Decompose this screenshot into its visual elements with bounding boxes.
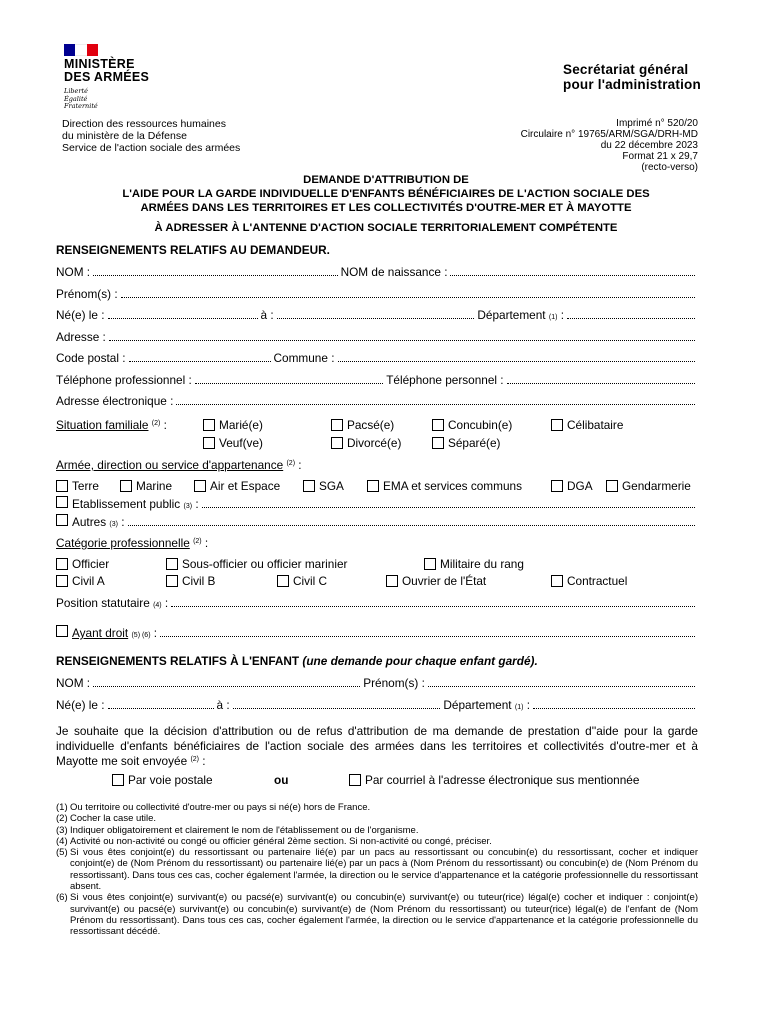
option-label: Civil A bbox=[72, 574, 105, 588]
field-ayant-droit[interactable] bbox=[160, 628, 695, 637]
option-label: Divorcé(e) bbox=[347, 436, 402, 450]
ministry-logo bbox=[64, 58, 149, 111]
option-militaire-rang[interactable] bbox=[424, 557, 524, 571]
row-email bbox=[56, 394, 698, 410]
field-position[interactable] bbox=[171, 598, 695, 607]
field-lieu[interactable] bbox=[277, 310, 475, 319]
option-label: Pacsé(e) bbox=[347, 418, 395, 432]
checkbox[interactable] bbox=[203, 419, 215, 431]
option-courriel[interactable] bbox=[349, 773, 639, 787]
checkbox[interactable] bbox=[120, 480, 132, 492]
row-adresse bbox=[56, 330, 698, 346]
field-email[interactable] bbox=[176, 396, 695, 405]
option-veuf[interactable] bbox=[203, 436, 263, 450]
footnote-number: (2) bbox=[56, 813, 68, 825]
footnote-text: Ou territoire ou collectivité d'outre-mer ou pays si né(e) hors de France. bbox=[70, 802, 371, 813]
armee-label: Armée, direction ou service d'appartenance $^{(2)}$ : bbox=[56, 458, 302, 472]
checkbox[interactable] bbox=[331, 419, 343, 431]
dept-line: Service de l'action sociale des armées bbox=[62, 142, 241, 154]
checkbox[interactable] bbox=[432, 419, 444, 431]
field-commune[interactable] bbox=[338, 353, 696, 362]
decision-paragraph bbox=[56, 724, 698, 769]
footnote-ref: (2) bbox=[151, 420, 161, 427]
field-enfant-nom[interactable] bbox=[93, 678, 360, 687]
checkbox[interactable] bbox=[349, 774, 361, 786]
option-officier[interactable] bbox=[56, 557, 109, 571]
dept-line: du ministère de la Défense bbox=[62, 130, 187, 142]
field-enfant-prenoms[interactable] bbox=[428, 678, 695, 687]
title-line: DEMANDE D'ATTRIBUTION DE bbox=[303, 174, 469, 186]
row-enfant-nom bbox=[56, 676, 698, 692]
option-label: Terre bbox=[72, 479, 99, 493]
option-label: DGA bbox=[567, 479, 593, 493]
checkbox[interactable] bbox=[112, 774, 124, 786]
categorie-label: Catégorie professionnelle $^{(2)}$ : bbox=[56, 536, 209, 550]
label-enfant-prenoms: Prénom(s) : bbox=[363, 676, 425, 690]
checkbox[interactable] bbox=[551, 419, 563, 431]
field-enfant-departement[interactable] bbox=[533, 700, 695, 709]
option-concubin[interactable] bbox=[432, 418, 512, 432]
footnote-text: Si vous êtes conjoint(e) du ressortissant ou partenaire lié(e) par un pacs au ressortissant ou concubin(e) du ressortissant, cocher et indiquer conjoint(e) de (Nom Prénom du ressortissant) ou partenaire lié(e) par un pacs à (Nom Prénom du ressortissant) ou concubin(e) de (Nom Prénom du ressortissant). Dans tous ces cas, cocher également l'armée, la direction ou le service d'appartenance et la catégorie professionnelle du ressortissant absent. bbox=[70, 847, 698, 893]
row-code-postal bbox=[56, 351, 698, 367]
ministry-line1: MINISTÈRE bbox=[64, 57, 135, 71]
label-ne-le: Né(e) le : bbox=[56, 308, 105, 322]
ref-line: Format 21 x 29,7 bbox=[622, 151, 698, 162]
label-tel-pro: Téléphone professionnel : bbox=[56, 372, 192, 387]
label-nom: NOM : bbox=[56, 265, 91, 279]
footnote-number: (5) bbox=[56, 847, 68, 859]
department-block bbox=[62, 118, 240, 154]
field-tel-pro[interactable] bbox=[195, 375, 383, 384]
option-civil-a[interactable] bbox=[56, 574, 105, 588]
field-prenoms[interactable] bbox=[121, 289, 695, 298]
checkbox[interactable] bbox=[606, 480, 618, 492]
row-autres: Autres (3) : bbox=[56, 514, 698, 530]
checkbox[interactable] bbox=[367, 480, 379, 492]
motto-egalite: Égalité bbox=[64, 94, 88, 103]
demandeur-fields bbox=[56, 265, 698, 410]
checkbox[interactable] bbox=[551, 480, 563, 492]
label-email: Adresse électronique : bbox=[56, 394, 174, 408]
field-nom[interactable] bbox=[93, 267, 338, 276]
label-position: Position statutaire bbox=[56, 596, 150, 610]
label-situation: Situation familiale bbox=[56, 418, 149, 432]
enfant-fields bbox=[56, 676, 698, 714]
footnote-number: (6) bbox=[56, 892, 68, 904]
checkbox[interactable] bbox=[432, 437, 444, 449]
form-reference bbox=[521, 118, 698, 173]
option-label: Civil C bbox=[293, 574, 328, 588]
footnote-text: Indiquer obligatoirement et clairement le nom de l'établissement ou de l'organisme. bbox=[70, 824, 419, 836]
label-enfant-a: à : bbox=[216, 697, 230, 712]
option-label: Contractuel bbox=[567, 574, 628, 588]
ref-line: (recto-verso) bbox=[641, 162, 698, 173]
footnote-number: (3) bbox=[56, 824, 68, 836]
label-etab-public: Etablissement public bbox=[72, 497, 181, 511]
checkbox[interactable] bbox=[203, 437, 215, 449]
option-sga[interactable] bbox=[303, 479, 344, 493]
label-adresse: Adresse : bbox=[56, 329, 106, 344]
option-label: Concubin(e) bbox=[448, 418, 513, 432]
option-label: Séparé(e) bbox=[448, 436, 501, 450]
checkbox[interactable] bbox=[56, 496, 68, 508]
option-contractuel[interactable] bbox=[551, 574, 627, 588]
row-position: Position statutaire (4) : bbox=[56, 596, 698, 612]
checkbox[interactable] bbox=[551, 575, 563, 587]
footnote bbox=[56, 847, 698, 892]
option-pacse[interactable] bbox=[331, 418, 394, 432]
option-label: Par voie postale bbox=[128, 773, 213, 787]
row-nom bbox=[56, 265, 698, 281]
footnote-ref: (2) bbox=[190, 756, 199, 763]
option-sous-officier[interactable] bbox=[166, 557, 347, 571]
field-adresse[interactable] bbox=[109, 332, 695, 341]
checkbox[interactable] bbox=[56, 480, 68, 492]
row-etab-public: Etablissement public (3) : bbox=[56, 496, 698, 512]
footnote-ref: (2) bbox=[193, 538, 202, 545]
checkbox[interactable] bbox=[303, 480, 315, 492]
sg-line1: Secrétariat général bbox=[563, 62, 689, 77]
field-ne-le[interactable] bbox=[108, 310, 258, 319]
ref-line: du 22 décembre 2023 bbox=[600, 140, 698, 151]
option-civil-c[interactable] bbox=[277, 574, 327, 588]
form-title bbox=[56, 173, 716, 235]
checkbox[interactable] bbox=[277, 575, 289, 587]
option-ema[interactable] bbox=[367, 479, 522, 493]
row-prenoms bbox=[56, 287, 698, 303]
or-separator: ou bbox=[274, 773, 289, 787]
footnote bbox=[56, 825, 698, 836]
row-ayant-droit: Ayant droit (5) (6) : bbox=[56, 625, 698, 641]
option-label: SGA bbox=[319, 479, 344, 493]
ref-line: Circulaire n° 19765/ARM/SGA/DRH-MD bbox=[520, 129, 698, 140]
footnote bbox=[56, 892, 698, 937]
field-tel-perso[interactable] bbox=[507, 375, 695, 384]
title-line: L'AIDE POUR LA GARDE INDIVIDUELLE D'ENFANTS BÉNÉFICIAIRES DE L'ACTION SOCIALE DES bbox=[122, 188, 650, 200]
motto-liberte: Liberté bbox=[64, 87, 88, 95]
option-label: Par courriel à l'adresse électronique sus mentionnée bbox=[365, 773, 640, 787]
checkbox[interactable] bbox=[166, 575, 178, 587]
checkbox[interactable] bbox=[56, 558, 68, 570]
checkbox[interactable] bbox=[424, 558, 436, 570]
option-marie[interactable] bbox=[203, 418, 263, 432]
option-label: Célibataire bbox=[567, 418, 624, 432]
field-etab-public[interactable] bbox=[202, 499, 695, 508]
footnote-text: Activité ou non-activité ou congé ou officier général 2ème section. Si non-activité ou congé, préciser. bbox=[70, 835, 492, 847]
field-nom-naissance[interactable] bbox=[450, 267, 695, 276]
label-colon: : bbox=[560, 308, 564, 322]
enfant-heading: RENSEIGNEMENTS RELATIFS À L'ENFANT bbox=[56, 654, 300, 668]
checkbox[interactable] bbox=[194, 480, 206, 492]
ref-line: Imprimé n° 520/20 bbox=[616, 118, 698, 129]
field-enfant-lieu[interactable] bbox=[233, 700, 441, 709]
option-label: Air et Espace bbox=[210, 479, 281, 493]
option-label: Ouvrier de l'État bbox=[402, 574, 487, 588]
motto-fraternite: Fraternité bbox=[64, 102, 98, 110]
field-departement[interactable] bbox=[567, 310, 695, 319]
section-demandeur-heading: RENSEIGNEMENTS RELATIFS AU DEMANDEUR. bbox=[56, 243, 330, 257]
checkbox[interactable] bbox=[331, 437, 343, 449]
label-enfant-ne-le: Né(e) le : bbox=[56, 697, 105, 712]
footnote-text: Si vous êtes conjoint(e) survivant(e) ou pacsé(e) survivant(e) ou concubin(e) survivant(e) ou tuteur(rice) légal(e) cocher et indiquer : conjoint(e) survivant(e) ou pacsé(e) survivant(e) ou concubin(e) survivant(e) de (Nom Prénom du ressortissant) ou tuteur(rice) légal(e) de l'enfant de (Nom Prénom du ressortissant). Dans tous ces cas, cocher également l'armée, la direction ou le service d'appartenance et la catégorie professionnelle du ressortissant décédé. bbox=[70, 892, 698, 938]
label-nom-naissance: NOM de naissance : bbox=[340, 265, 448, 279]
label-tel-perso: Téléphone personnel : bbox=[386, 372, 504, 387]
option-label: Militaire du rang bbox=[440, 557, 524, 571]
enfant-heading-italic: (une demande pour chaque enfant gardé). bbox=[302, 654, 538, 668]
checkbox[interactable] bbox=[56, 575, 68, 587]
option-civil-b[interactable] bbox=[166, 574, 215, 588]
option-celibataire[interactable] bbox=[551, 418, 623, 432]
ministry-line2: DES ARMÉES bbox=[64, 70, 150, 84]
label-commune: Commune : bbox=[273, 351, 335, 365]
option-terre[interactable] bbox=[56, 479, 99, 493]
option-label: Marine bbox=[136, 479, 173, 493]
label-prenoms: Prénom(s) : bbox=[56, 286, 118, 301]
checkbox[interactable] bbox=[386, 575, 398, 587]
option-label: Marié(e) bbox=[219, 418, 263, 432]
title-line: À ADRESSER À L'ANTENNE D'ACTION SOCIALE TERRITORIALEMENT COMPÉTENTE bbox=[154, 222, 618, 234]
option-ouvrier-etat[interactable] bbox=[386, 574, 486, 588]
label-autres: Autres bbox=[72, 515, 107, 529]
motto bbox=[64, 88, 149, 111]
option-separe[interactable] bbox=[432, 436, 500, 450]
footnote bbox=[56, 813, 698, 824]
republic-flag-logo bbox=[64, 44, 98, 56]
option-label: Veuf(ve) bbox=[219, 436, 263, 450]
field-autres[interactable] bbox=[128, 517, 695, 526]
checkbox[interactable] bbox=[166, 558, 178, 570]
section-enfant-heading bbox=[56, 654, 538, 668]
footnote bbox=[56, 802, 698, 813]
decision-text: Je souhaite que la décision d'attribution ou de refus d'attribution de ma demande de prestation d''aide pour la garde individuelle d'enfants bénéficiaires de l'action sociale des armées dans les territoires et collectivités d'outre-mer et à Mayotte me soit envoyée bbox=[56, 724, 698, 768]
label-enfant-nom: NOM : bbox=[56, 676, 91, 690]
secretariat-general bbox=[563, 62, 701, 92]
option-divorce[interactable] bbox=[331, 436, 401, 450]
option-voie-postale[interactable] bbox=[112, 773, 213, 787]
checkbox[interactable] bbox=[56, 514, 68, 526]
row-enfant-naissance: Né(e) le : à : Département (1) : bbox=[56, 698, 698, 714]
footnote-ref: (2) bbox=[286, 460, 296, 467]
row-telephone bbox=[56, 373, 698, 389]
field-enfant-ne-le[interactable] bbox=[108, 700, 214, 709]
option-gendarmerie[interactable] bbox=[606, 479, 691, 493]
option-label: Officier bbox=[72, 557, 110, 571]
label-departement: Département bbox=[477, 308, 546, 322]
option-label: Gendarmerie bbox=[622, 479, 691, 493]
label-a: à : bbox=[260, 308, 274, 322]
option-label: Sous-officier ou officier marinier bbox=[182, 557, 348, 571]
option-label: EMA et services communs bbox=[383, 479, 522, 493]
option-air-espace[interactable] bbox=[194, 479, 280, 493]
label-enfant-departement: Département bbox=[443, 697, 512, 712]
label-ayant-droit: Ayant droit bbox=[72, 626, 129, 640]
dept-line: Direction des ressources humaines bbox=[62, 118, 226, 130]
option-marine[interactable] bbox=[120, 479, 172, 493]
field-code-postal[interactable] bbox=[129, 353, 271, 362]
decision-colon: : bbox=[202, 754, 206, 768]
footnotes bbox=[56, 802, 698, 938]
row-naissance: Né(e) le : à : Département (1) : bbox=[56, 308, 698, 324]
option-label: Civil B bbox=[182, 574, 216, 588]
footnote bbox=[56, 836, 698, 847]
footnote-number: (4) bbox=[56, 835, 68, 847]
checkbox[interactable] bbox=[56, 625, 68, 637]
footnote-number: (1) bbox=[56, 802, 68, 813]
situation-familiale-label: Situation familiale $^{(2)}$ : bbox=[56, 418, 167, 432]
sg-line2: pour l'administration bbox=[563, 77, 701, 92]
label-armee: Armée, direction ou service d'appartenance bbox=[56, 458, 284, 472]
label-categorie: Catégorie professionnelle bbox=[56, 536, 190, 550]
title-line: ARMÉES DANS LES TERRITOIRES ET LES COLLECTIVITÉS D'OUTRE-MER ET À MAYOTTE bbox=[140, 202, 632, 214]
footnote-text: Cocher la case utile. bbox=[70, 813, 157, 825]
label-code-postal: Code postal : bbox=[56, 351, 126, 365]
option-dga[interactable] bbox=[551, 479, 593, 493]
